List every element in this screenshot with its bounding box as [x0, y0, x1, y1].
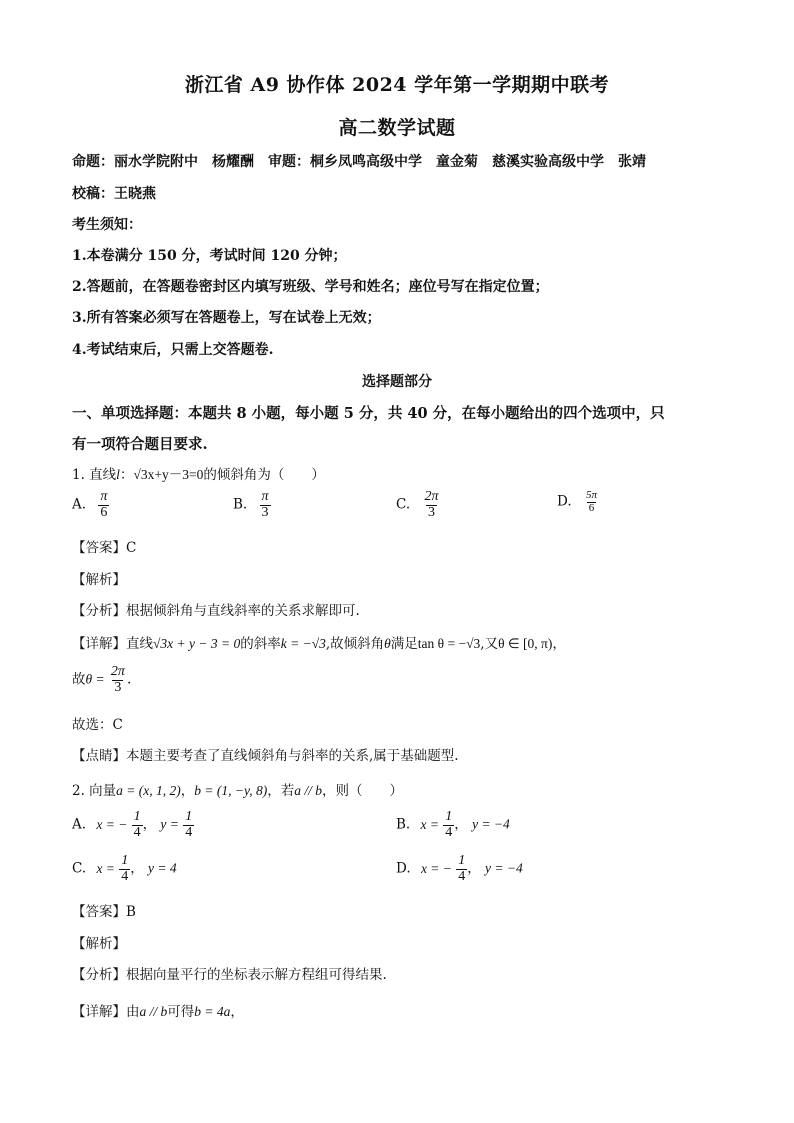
option-label: A. — [72, 496, 87, 513]
q1-option-c — [396, 490, 440, 520]
text: ， — [552, 636, 566, 652]
math: x = — [420, 816, 439, 832]
q1-fenxi — [72, 599, 360, 619]
math-equation: b = 4a — [194, 1004, 231, 1019]
xiangjie-tag: 【详解】 — [72, 1004, 126, 1020]
dianjing-text: 本题主要考查了直线倾斜角与斜率的关系,属于基础题型. — [126, 748, 459, 764]
q1-option-a — [72, 490, 109, 520]
notice-item-4: 4.考试结束后，只需上交答题卷. — [72, 342, 274, 358]
question-2-stem — [72, 779, 403, 799]
parallel-condition: a // b — [139, 1004, 168, 1019]
q2-xiangjie — [72, 1000, 244, 1020]
q1-guxuan: 故选：C — [72, 717, 123, 733]
text: ， — [130, 860, 144, 877]
math-slope: k = −√3 — [280, 636, 326, 651]
exam-subtitle: 高二数学试题 — [338, 117, 456, 139]
q1-conclusion — [72, 665, 131, 695]
part1-instructions-line-1: 一、单项选择题：本题共 8 小题，每小题 5 分，共 40 分，在每小题给出的四个选项中，只 — [72, 405, 665, 422]
option-label: C. — [72, 860, 87, 877]
text: ， — [467, 860, 481, 877]
text: ,又 — [480, 636, 499, 652]
answer-tag: 【答案】 — [72, 904, 126, 920]
q1-equation: ：√3x+y－3=0 — [119, 467, 204, 482]
text: 满足 — [390, 636, 418, 652]
credits-line-2: 校稿：王晓燕 — [72, 186, 156, 202]
text: 由 — [126, 1004, 140, 1020]
text: . — [126, 671, 132, 688]
vector-b: b = (1, −y, 8) — [194, 783, 268, 798]
math-tan: tan θ = −√3 — [417, 636, 481, 651]
math: y = 4 — [148, 860, 177, 876]
option-label: A. — [72, 816, 87, 833]
fenxi-tag: 【分析】 — [72, 967, 126, 983]
q2-fenxi — [72, 963, 387, 983]
answer-value: B — [126, 904, 136, 920]
option-label: B. — [233, 496, 248, 513]
q1-jiexi: 【解析】 — [72, 572, 126, 588]
math: y = −4 — [472, 816, 510, 832]
q1-answer — [72, 536, 136, 556]
text: ， — [142, 816, 157, 833]
math-theta: θ = — [85, 671, 105, 687]
dianjing-tag: 【点睛】 — [72, 748, 126, 764]
question-1-stem — [72, 463, 325, 483]
math-theta: θ — [384, 636, 391, 651]
answer-value: C — [126, 540, 137, 556]
option-label: D. — [557, 493, 572, 510]
q1-dianjing — [72, 744, 459, 764]
q2-option-d — [396, 854, 523, 884]
text: ,故倾斜角 — [325, 636, 385, 652]
q2-option-b — [396, 810, 510, 840]
vector-a: a = (x, 1, 2) — [116, 783, 181, 798]
q2-answer — [72, 900, 136, 920]
text: 直线 — [126, 636, 153, 652]
math: x = − — [96, 816, 128, 832]
q1-prefix: 1. 直线 — [72, 467, 117, 483]
option-fraction: $\frac{1}{4}$ — [121, 853, 129, 884]
credits-line-1: 命题：丽水学院附中 杨耀酬 审题：桐乡凤鸣高级中学 童金菊 慈溪实验高级中学 张靖 — [72, 154, 646, 170]
text: 故 — [72, 671, 86, 688]
q2-jiexi: 【解析】 — [72, 936, 126, 952]
math-equation: √3x + y − 3 = 0 — [153, 636, 241, 651]
answer-fraction: $\frac{2\pi}{3}$ — [110, 664, 125, 695]
q1-option-d — [557, 490, 599, 514]
math-range: θ ∈ [0, π) — [498, 636, 553, 651]
text: 可得 — [167, 1004, 195, 1020]
xiangjie-tag: 【详解】 — [72, 636, 126, 652]
math: x = — [96, 860, 115, 876]
part1-instructions-line-2: 有一项符合题目要求. — [72, 436, 208, 453]
text: ， — [454, 816, 468, 833]
fenxi-text: 根据倾斜角与直线斜率的关系求解即可. — [126, 603, 360, 619]
option-fraction: $\frac{2\pi}{3}$ — [424, 489, 439, 520]
text: ，则（ ） — [322, 783, 403, 799]
option-fraction: $\frac{\pi}{3}$ — [261, 489, 269, 520]
q2-option-a — [72, 810, 194, 840]
text: ， — [180, 783, 195, 799]
notice-item-3: 3.所有答案必须写在答题卷上，写在试卷上无效； — [72, 310, 381, 326]
section-heading: 选择题部分 — [362, 374, 432, 390]
notice-item-1: 1.本卷满分 150 分，考试时间 120 分钟； — [72, 248, 347, 264]
q1-xiangjie — [72, 632, 566, 652]
answer-tag: 【答案】 — [72, 540, 126, 556]
option-fraction: $\frac{5\pi}{6}$ — [585, 489, 597, 514]
option-label: D. — [396, 860, 411, 877]
fenxi-tag: 【分析】 — [72, 603, 126, 619]
option-label: C. — [396, 496, 411, 513]
notice-item-2: 2.答题前，在答题卷密封区内填写班级、学号和姓名；座位号写在指定位置； — [72, 279, 549, 295]
q2-prefix: 2. 向量 — [72, 783, 117, 799]
q1-option-b — [233, 490, 271, 520]
q1-suffix: 的倾斜角为（ ） — [203, 467, 325, 483]
math: y = −4 — [485, 860, 523, 876]
fenxi-text: 根据向量平行的坐标表示解方程组可得结果. — [126, 967, 387, 983]
option-label: B. — [396, 816, 411, 833]
text: ，若 — [267, 783, 295, 799]
exam-title: 浙江省 A9 协作体 2024 学年第一学期期中联考 — [184, 74, 610, 96]
option-fraction: $\frac{1}{4}$ — [133, 809, 141, 840]
q1-line-l: l — [116, 467, 120, 482]
text: 的斜率 — [240, 636, 281, 652]
parallel-condition: a // b — [294, 783, 322, 798]
option-fraction: $\frac{1}{4}$ — [445, 809, 453, 840]
q2-option-c — [72, 854, 177, 884]
option-fraction: $\frac{\pi}{6}$ — [100, 489, 108, 520]
notice-heading: 考生须知： — [72, 217, 142, 233]
option-fraction: $\frac{1}{4}$ — [185, 809, 193, 840]
option-fraction: $\frac{1}{4}$ — [458, 853, 466, 884]
text: ， — [230, 1004, 244, 1020]
math: x = − — [420, 860, 452, 876]
math: y = — [160, 816, 179, 832]
